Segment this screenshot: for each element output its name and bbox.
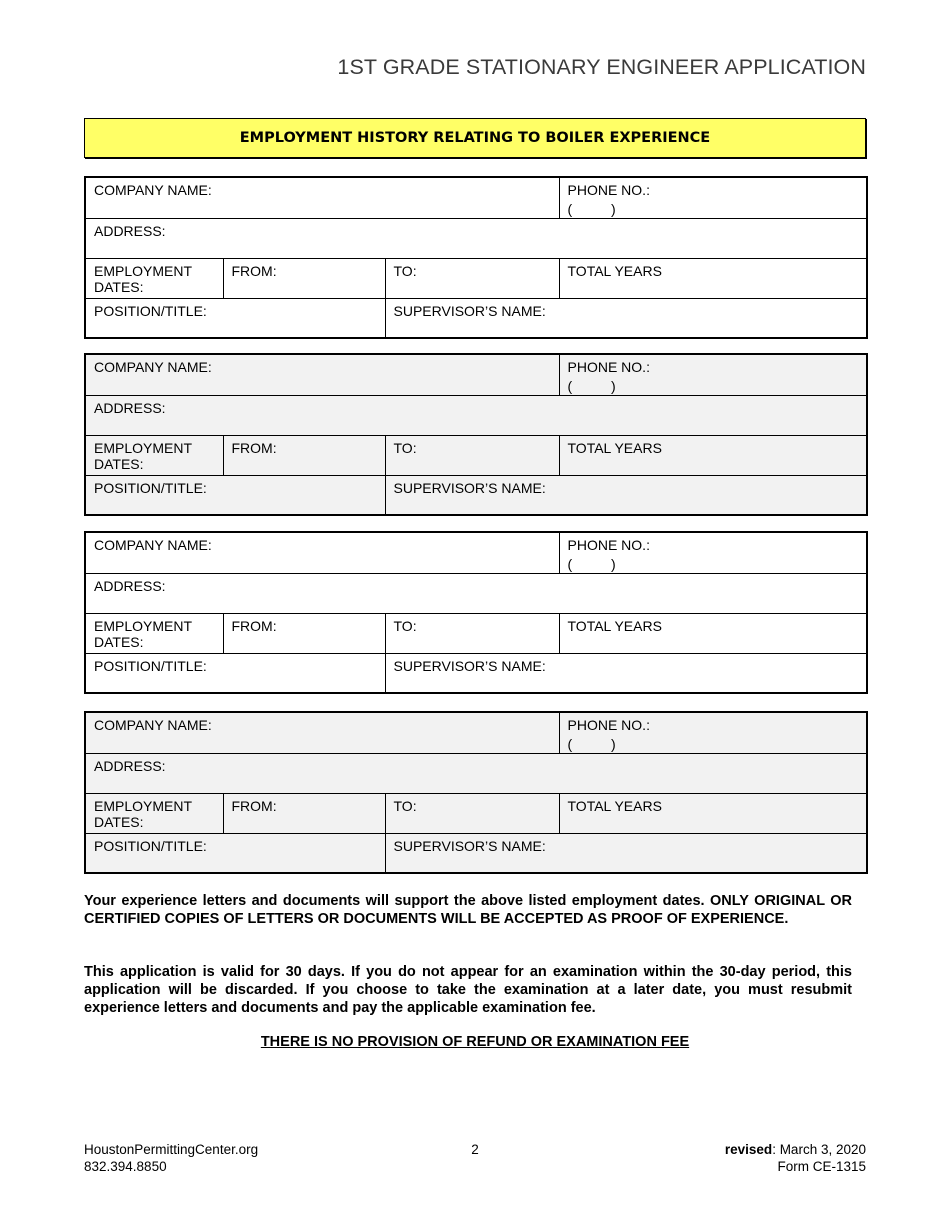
from-label: FROM:: [231, 617, 277, 634]
refund-notice: THERE IS NO PROVISION OF REFUND OR EXAMINATION FEE: [260, 1034, 690, 1050]
supervisor-name-label: SUPERVISOR’S NAME:: [393, 479, 546, 496]
phone-area-code-parens: ( ): [567, 555, 616, 572]
company-name-field[interactable]: [85, 532, 559, 573]
position-title-field[interactable]: [85, 653, 385, 693]
address-field[interactable]: [85, 573, 867, 613]
employment-entry-1: [84, 176, 868, 339]
phone-label: PHONE NO.:: [567, 359, 650, 375]
employment-entry-2: [84, 353, 868, 516]
phone-label: PHONE NO.:: [567, 537, 650, 553]
address-field[interactable]: [85, 753, 867, 793]
form-number: Form CE-1315: [777, 1159, 866, 1174]
employment-dates-label: EMPLOYMENT DATES:: [85, 613, 223, 653]
revised-label: revised: [724, 1142, 773, 1157]
employment-dates-label: EMPLOYMENT DATES:: [85, 793, 223, 833]
address-label: ADDRESS:: [94, 399, 166, 416]
phone-label: PHONE NO.:: [567, 182, 650, 198]
company-name-field[interactable]: [85, 354, 559, 395]
total-years-label: TOTAL YEARS: [567, 262, 662, 279]
phone-field[interactable]: [559, 354, 867, 395]
employment-entry-3: [84, 531, 868, 694]
to-label: TO:: [393, 797, 417, 814]
to-label: TO:: [393, 262, 417, 279]
address-field[interactable]: [85, 218, 867, 258]
total-years-field[interactable]: [559, 613, 867, 653]
from-label: FROM:: [231, 262, 277, 279]
phone-area-code-parens: ( ): [567, 377, 616, 394]
company-name-label: COMPANY NAME:: [94, 717, 212, 733]
footer-phone: 832.394.8850: [84, 1159, 167, 1174]
company-name-label: COMPANY NAME:: [94, 182, 212, 198]
to-date-field[interactable]: [385, 435, 559, 475]
position-title-label: POSITION/TITLE:: [94, 657, 207, 674]
supervisor-name-label: SUPERVISOR’S NAME:: [393, 837, 546, 854]
from-label: FROM:: [231, 439, 277, 456]
phone-field[interactable]: [559, 532, 867, 573]
address-field[interactable]: [85, 395, 867, 435]
supervisor-name-field[interactable]: [385, 475, 867, 515]
to-date-field[interactable]: [385, 613, 559, 653]
footer-revision: [725, 1141, 866, 1175]
document-title: 1ST GRADE STATIONARY ENGINEER APPLICATION: [337, 55, 866, 79]
from-date-field[interactable]: [223, 613, 385, 653]
to-label: TO:: [393, 617, 417, 634]
address-label: ADDRESS:: [94, 222, 166, 239]
total-years-field[interactable]: [559, 258, 867, 298]
footer-website: HoustonPermittingCenter.org: [84, 1142, 259, 1157]
from-date-field[interactable]: [223, 435, 385, 475]
from-date-field[interactable]: [223, 258, 385, 298]
phone-area-code-parens: ( ): [567, 735, 616, 752]
phone-field[interactable]: [559, 177, 867, 218]
position-title-label: POSITION/TITLE:: [94, 837, 207, 854]
application-validity-paragraph: This application is valid for 30 days. If you do not appear for an examination within the 30-day period, this application will be discarded. If you choose to take the examination at a later date, you must resubmit experience letters and documents and pay the applicable examination fee.: [84, 964, 852, 1016]
address-label: ADDRESS:: [94, 757, 166, 774]
supervisor-name-label: SUPERVISOR’S NAME:: [393, 302, 546, 319]
to-label: TO:: [393, 439, 417, 456]
phone-field[interactable]: [559, 712, 867, 753]
position-title-field[interactable]: [85, 833, 385, 873]
company-name-field[interactable]: [85, 712, 559, 753]
position-title-field[interactable]: [85, 298, 385, 338]
position-title-label: POSITION/TITLE:: [94, 479, 207, 496]
section-banner: EMPLOYMENT HISTORY RELATING TO BOILER EXPERIENCE: [84, 118, 866, 158]
from-date-field[interactable]: [223, 793, 385, 833]
supervisor-name-label: SUPERVISOR’S NAME:: [393, 657, 546, 674]
total-years-label: TOTAL YEARS: [567, 797, 662, 814]
employment-entry-4: [84, 711, 868, 874]
total-years-field[interactable]: [559, 793, 867, 833]
total-years-label: TOTAL YEARS: [567, 617, 662, 634]
address-label: ADDRESS:: [94, 577, 166, 594]
experience-letters-paragraph: Your experience letters and documents will support the above listed employment dates. ONLY ORIGINAL OR CERTIFIED COPIES OF LETTERS OR DOCUMENTS WILL BE ACCEPTED AS PROOF OF EXPERIENCE.: [84, 893, 852, 927]
supervisor-name-field[interactable]: [385, 298, 867, 338]
company-name-label: COMPANY NAME:: [94, 359, 212, 375]
position-title-field[interactable]: [85, 475, 385, 515]
to-date-field[interactable]: [385, 793, 559, 833]
position-title-label: POSITION/TITLE:: [94, 302, 207, 319]
company-name-label: COMPANY NAME:: [94, 537, 212, 553]
supervisor-name-field[interactable]: [385, 833, 867, 873]
phone-label: PHONE NO.:: [567, 717, 650, 733]
to-date-field[interactable]: [385, 258, 559, 298]
supervisor-name-field[interactable]: [385, 653, 867, 693]
revised-date: : March 3, 2020: [772, 1142, 866, 1157]
company-name-field[interactable]: [85, 177, 559, 218]
total-years-field[interactable]: [559, 435, 867, 475]
total-years-label: TOTAL YEARS: [567, 439, 662, 456]
employment-dates-label: EMPLOYMENT DATES:: [85, 258, 223, 298]
from-label: FROM:: [231, 797, 277, 814]
phone-area-code-parens: ( ): [567, 200, 616, 217]
employment-dates-label: EMPLOYMENT DATES:: [85, 435, 223, 475]
page-number: 2: [471, 1142, 479, 1157]
